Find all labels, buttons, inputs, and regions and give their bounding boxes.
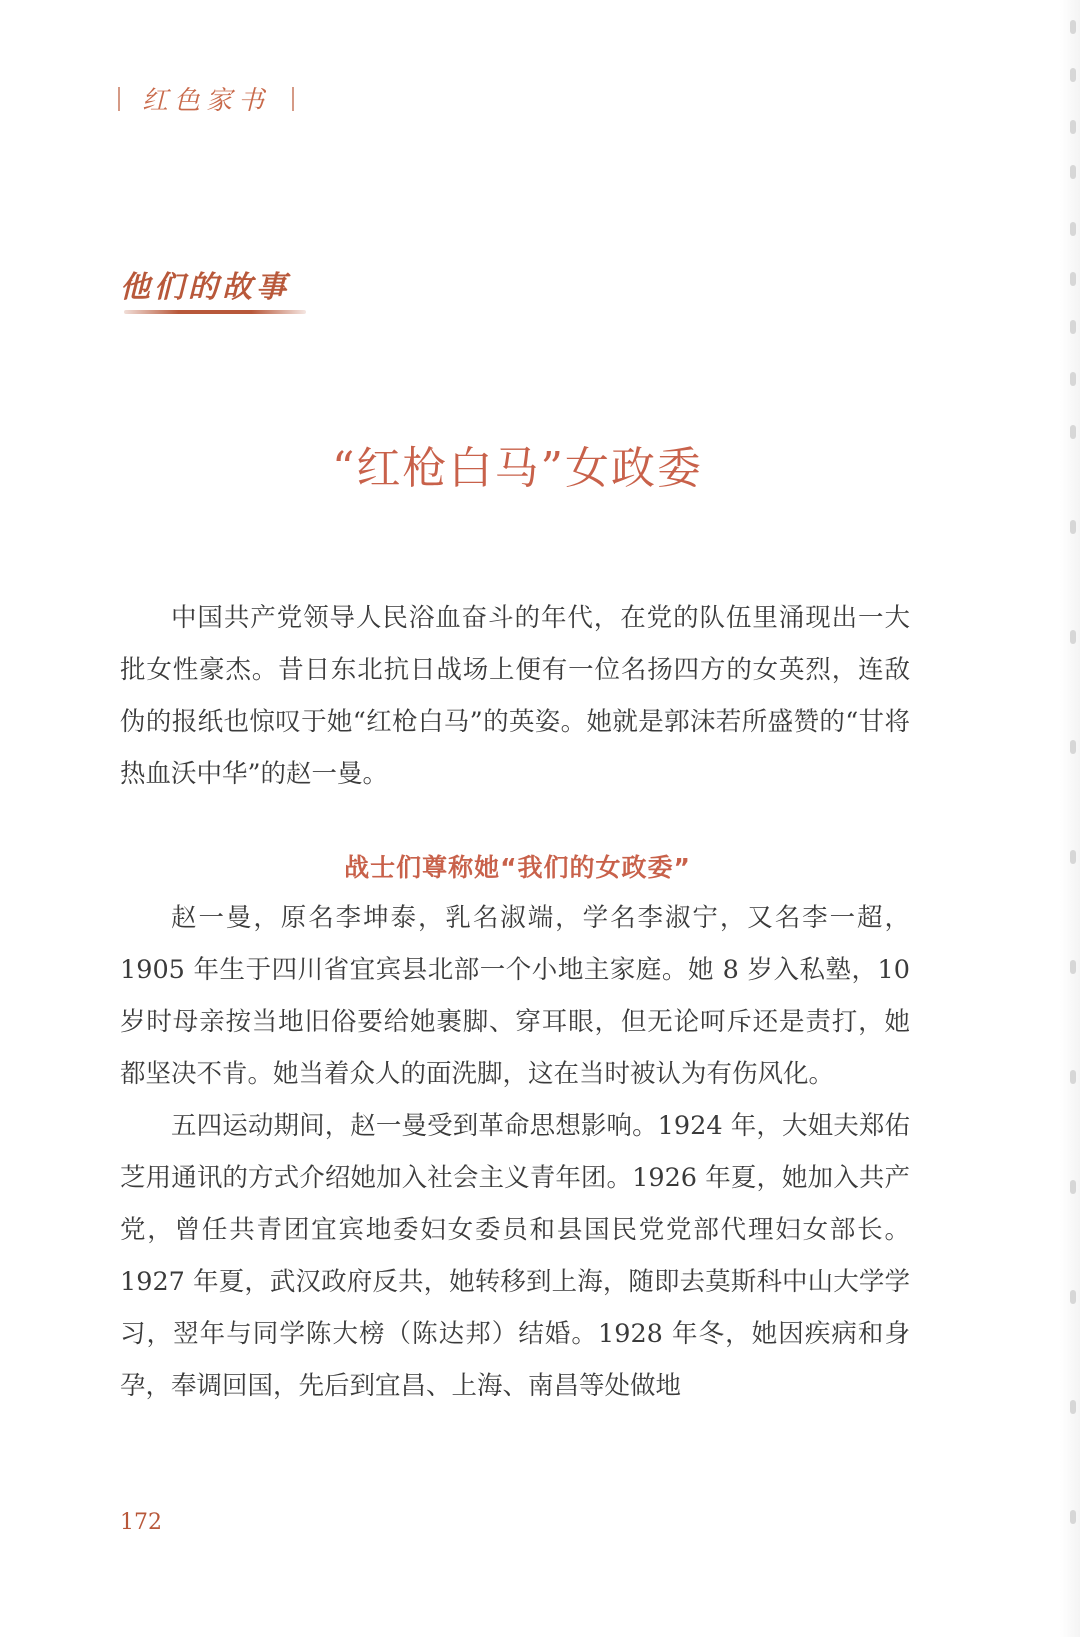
edge-mark xyxy=(1070,320,1076,334)
article-title: “红枪白马”女政委 xyxy=(332,443,703,494)
edge-mark xyxy=(1070,272,1076,286)
edge-mark xyxy=(1070,68,1076,82)
divider xyxy=(292,87,294,111)
edge-mark xyxy=(1070,222,1076,236)
edge-mark xyxy=(1070,850,1076,864)
body-paragraph: 赵一曼，原名李坤泰，乳名淑端，学名李淑宁，又名李一超，1905 年生于四川省宜宾县北部一个小地主家庭。她 8 岁入私塾，10 岁时母亲按当地旧俗要给她裹脚、穿耳眼，但无论呵斥还是责打，她都坚决不肯。她当着众人的面洗脚，这在当时被认为有伤风化。 xyxy=(120,903,910,1089)
edge-mark xyxy=(1070,1070,1076,1084)
edge-mark xyxy=(1070,960,1076,974)
edge-mark xyxy=(1070,165,1076,179)
intro-paragraph: 中国共产党领导人民浴血奋斗的年代，在党的队伍里涌现出一大批女性豪杰。昔日东北抗日战场上便有一位名扬四方的女英烈，连敌伪的报纸也惊叹于她“红枪白马”的英姿。她就是郭沫若所盛赞的“甘将热血沃中华”的赵一曼。 xyxy=(120,603,910,789)
page-edge xyxy=(1060,0,1080,1637)
article-body xyxy=(120,892,910,1412)
edge-mark xyxy=(1070,630,1076,644)
edge-mark xyxy=(1070,520,1076,534)
edge-mark xyxy=(1070,1180,1076,1194)
page-number: 172 xyxy=(120,1510,162,1535)
edge-mark xyxy=(1070,1400,1076,1414)
book-title: 红色家书 xyxy=(142,86,271,116)
edge-mark xyxy=(1070,1290,1076,1304)
intro-block xyxy=(120,592,910,800)
section-underline xyxy=(124,310,306,314)
edge-mark xyxy=(1070,120,1076,134)
running-head xyxy=(118,80,316,117)
subheading: 战士们尊称她“我们的女政委” xyxy=(344,853,691,882)
edge-mark xyxy=(1070,372,1076,386)
edge-mark xyxy=(1070,425,1076,439)
divider xyxy=(118,87,120,111)
edge-mark xyxy=(1070,20,1076,34)
section-tag: 他们的故事 xyxy=(120,270,290,305)
body-paragraph: 五四运动期间，赵一曼受到革命思想影响。1924 年，大姐夫郑佑芝用通讯的方式介绍她加入社会主义青年团。1926 年夏，她加入共产党，曾任共青团宜宾地委妇女委员和县国民党党部代理妇女部长。1927 年夏，武汉政府反共，她转移到上海，随即去莫斯科中山大学学习，翌年与同学陈大榜（陈达邦）结婚。1928 年冬，她因疾病和身孕，奉调回国，先后到宜昌、上海、南昌等处做地 xyxy=(120,1111,910,1401)
edge-mark xyxy=(1070,740,1076,754)
edge-mark xyxy=(1070,1510,1076,1524)
